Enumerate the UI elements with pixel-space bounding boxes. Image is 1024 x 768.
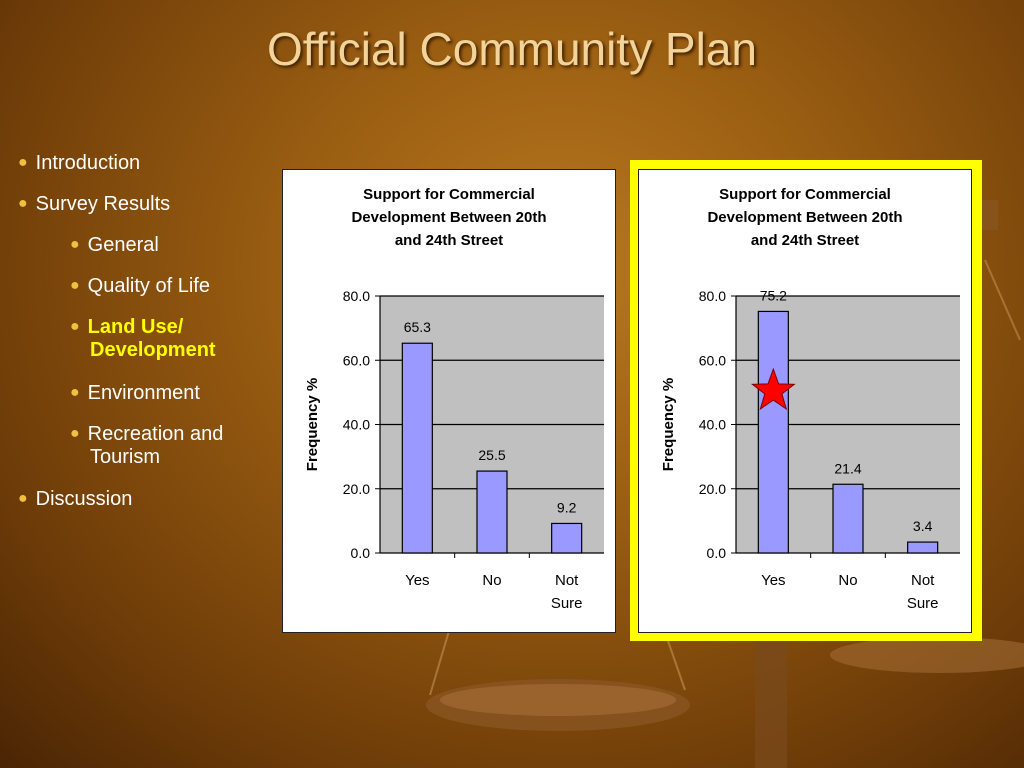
data-label: 9.2 [556, 499, 577, 516]
bar [552, 523, 582, 553]
data-label: 75.2 [759, 287, 787, 304]
bar [477, 471, 507, 553]
bullet-icon: ● [70, 318, 80, 335]
chart-title-line: Support for Commercial [363, 186, 535, 203]
outline-item-recreation[interactable]: ● Recreation and Tourism [70, 423, 224, 468]
y-tick-label: 60.0 [698, 352, 726, 369]
bullet-icon: ● [70, 236, 80, 253]
bullet-icon: ● [70, 425, 80, 442]
y-axis-label: Frequency % [660, 377, 677, 472]
x-tick-label: Not [910, 572, 935, 589]
outline-item-quality-of-life[interactable]: ● Quality of Life [70, 275, 210, 297]
chart-title-line: Development Between 20th [707, 209, 903, 226]
x-tick-label: No [482, 572, 502, 589]
data-label: 65.3 [403, 319, 431, 336]
x-tick-label: Not [554, 572, 579, 589]
y-tick-label: 0.0 [350, 545, 370, 561]
bar-chart-2 [639, 170, 971, 632]
bullet-icon: ● [70, 277, 80, 294]
y-axis-label: Frequency % [304, 377, 321, 472]
bullet-icon: ● [70, 384, 80, 401]
bar [758, 311, 788, 553]
x-tick-label: Yes [761, 572, 786, 589]
y-tick-label: 20.0 [342, 480, 370, 497]
y-tick-label: 40.0 [698, 416, 726, 433]
chart-title-line: and 24th Street [394, 232, 504, 249]
data-label: 25.5 [478, 447, 506, 464]
data-label: 3.4 [912, 518, 933, 535]
outline-item-general[interactable]: ● General [70, 234, 159, 256]
bullet-icon: ● [18, 490, 28, 507]
x-tick-label: No [838, 572, 858, 589]
bullet-icon: ● [18, 195, 28, 212]
outline-item-environment[interactable]: ● Environment [70, 382, 200, 404]
chart-title-line: Development Between 20th [351, 209, 547, 226]
bar-chart-1 [283, 170, 615, 632]
chart-title-line: Support for Commercial [719, 186, 891, 203]
outline-item-land-use[interactable]: ● Land Use/ Development [70, 316, 216, 361]
x-tick-label: Sure [550, 595, 583, 612]
bar [908, 542, 938, 553]
bar [402, 343, 432, 553]
outline-item-discussion[interactable]: ● Discussion [18, 488, 133, 510]
chart-title-line: and 24th Street [750, 232, 860, 249]
bar [833, 484, 863, 553]
bullet-icon: ● [18, 154, 28, 171]
x-tick-label: Yes [405, 572, 430, 589]
chart-panel-1 [282, 169, 616, 633]
chart-panel-2 [638, 169, 972, 633]
y-tick-label: 20.0 [698, 480, 726, 497]
data-label: 21.4 [834, 460, 862, 477]
outline-item-introduction[interactable]: ● Introduction [18, 152, 141, 174]
y-tick-label: 80.0 [698, 288, 726, 304]
slide-title: Official Community Plan [267, 23, 757, 75]
y-tick-label: 40.0 [342, 416, 370, 433]
x-tick-label: Sure [906, 595, 939, 612]
y-tick-label: 60.0 [342, 352, 370, 369]
y-tick-label: 80.0 [342, 288, 370, 304]
y-tick-label: 0.0 [706, 545, 726, 561]
outline-item-survey-results[interactable]: ● Survey Results [18, 193, 171, 215]
